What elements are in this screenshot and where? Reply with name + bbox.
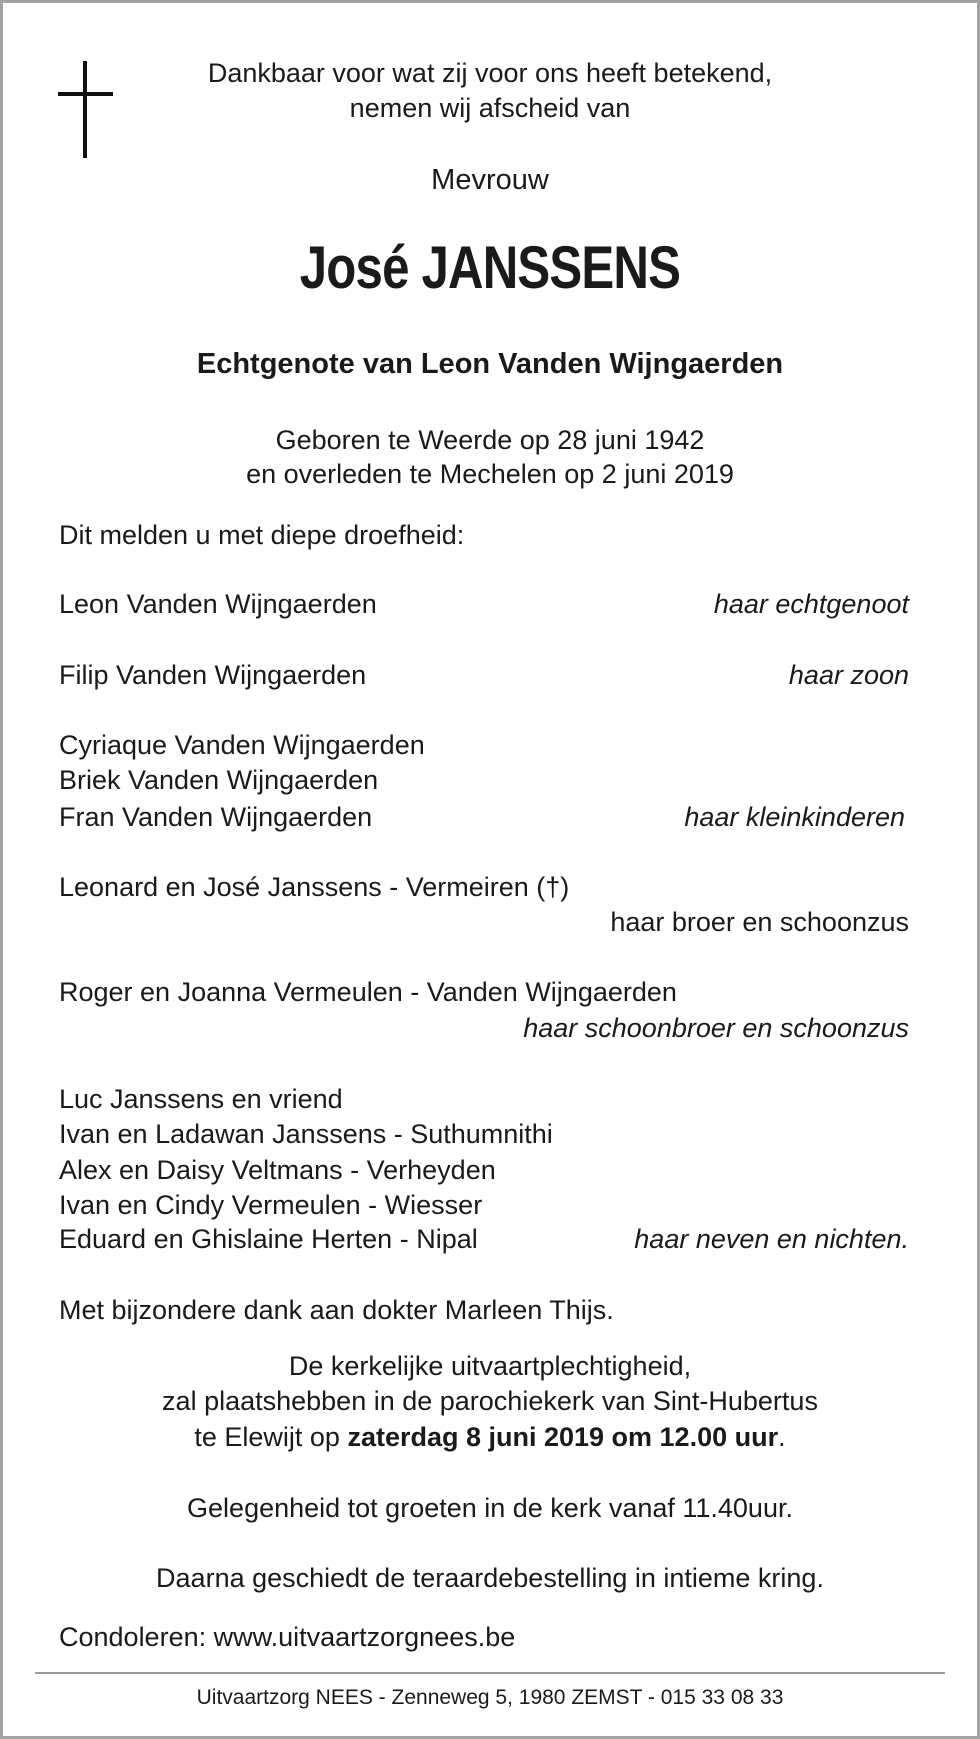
birth-line: Geboren te Weerde op 28 juni 1942 (275, 425, 705, 455)
funeral-period: . (778, 1422, 786, 1452)
family-name: Eduard en Ghislaine Herten - Nipal (59, 1224, 478, 1254)
intro-line-2: nemen wij afscheid van (349, 93, 631, 123)
funeral-datetime: zaterdag 8 juni 2019 om 12.00 uur (347, 1422, 779, 1452)
family-name: Luc Janssens en vriend (59, 1084, 343, 1114)
family-name: Filip Vanden Wijngaerden (59, 660, 367, 690)
announce-line: Dit melden u met diepe droefheid: (59, 520, 465, 550)
family-relation: haar echtgenoot (713, 589, 909, 619)
spouse-line: Echtgenote van Leon Vanden Wijngaerden (196, 348, 784, 380)
death-line: en overleden te Mechelen op 2 juni 2019 (246, 459, 734, 489)
family-name: Roger en Joanna Vermeulen - Vanden Wijngaerden (59, 977, 677, 1007)
burial-line: Daarna geschiedt de teraardebestelling in intieme kring. (156, 1563, 824, 1593)
funeral-place: te Elewijt op (194, 1422, 348, 1452)
thanks-line: Met bijzondere dank aan dokter Marleen Thijs. (59, 1295, 614, 1325)
family-name: Briek Vanden Wijngaerden (59, 765, 379, 795)
family-name: Cyriaque Vanden Wijngaerden (59, 730, 425, 760)
family-relation: haar schoonbroer en schoonzus (523, 1013, 909, 1043)
funeral-line-2: zal plaatshebben in de parochiekerk van Sint-Hubertus (162, 1386, 818, 1416)
divider (35, 1672, 945, 1674)
family-name: Leon Vanden Wijngaerden (59, 589, 377, 619)
family-relation: haar broer en schoonzus (610, 907, 909, 937)
funeral-line-1: De kerkelijke uitvaartplechtigheid, (288, 1351, 692, 1381)
family-name: Fran Vanden Wijngaerden (59, 802, 373, 832)
funeral-line-3 (0, 1419, 980, 1455)
family-name: Ivan en Cindy Vermeulen - Wiesser (59, 1190, 483, 1220)
footer-funeral-home: Uitvaartzorg NEES - Zenneweg 5, 1980 ZEMST - 015 33 08 33 (196, 1686, 784, 1709)
intro-line-1: Dankbaar voor wat zij voor ons heeft betekend, (207, 58, 773, 88)
family-relation: haar zoon (788, 660, 909, 690)
salutation: Mevrouw (431, 164, 549, 196)
greeting-line: Gelegenheid tot groeten in de kerk vanaf 11.40uur. (187, 1493, 793, 1523)
family-name: Leonard en José Janssens - Vermeiren (†) (59, 872, 570, 902)
family-name: Ivan en Ladawan Janssens - Suthumnithi (59, 1119, 553, 1149)
family-name: Alex en Daisy Veltmans - Verheyden (59, 1155, 496, 1185)
deceased-name: José JANSSENS (299, 234, 681, 301)
condolences-link[interactable]: Condoleren: www.uitvaartzorgnees.be (59, 1622, 516, 1652)
family-relation: haar neven en nichten. (634, 1224, 909, 1254)
family-relation: haar kleinkinderen (684, 802, 905, 832)
